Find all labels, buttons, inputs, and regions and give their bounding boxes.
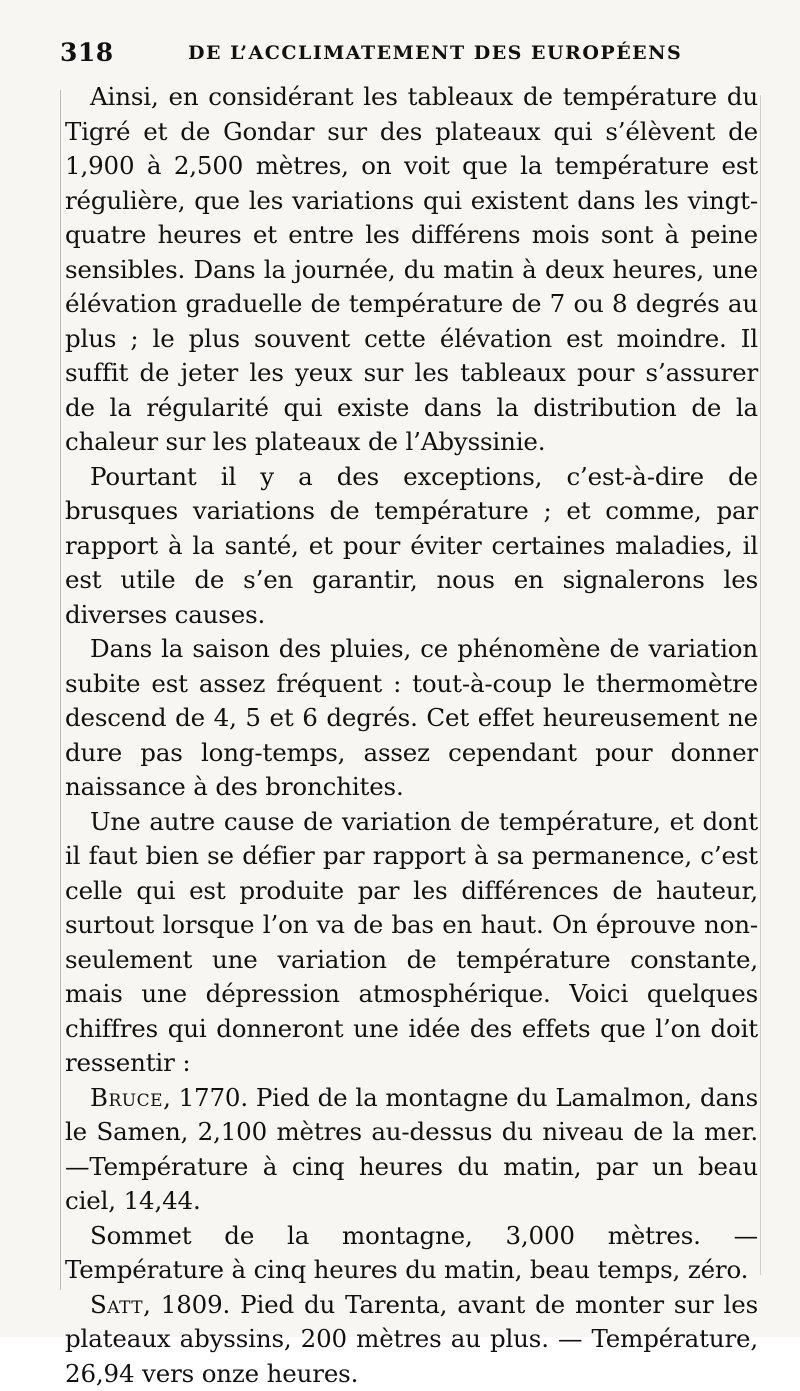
body-text (65, 80, 758, 1391)
entry-paragraph (65, 1288, 758, 1391)
entry-text: Sommet de la montagne, 3,000 mètres. — Température à cinq heures du matin, beau temps, zéro. (65, 1221, 758, 1285)
entry-paragraph (65, 1219, 758, 1288)
paragraph: Ainsi, en considérant les tableaux de température du Tigré et de Gondar sur des plateaux qui s’élèvent de 1,900 à 2,500 mètres, on voit que la température est régulière, que les variations qui existent dans les vingt-quatre heures et entre les différens mois sont à peine sensibles. Dans la journée, du matin à deux heures, une élévation graduelle de température de 7 ou 8 degrés au plus ; le plus souvent cette élévation est moindre. Il suffit de jeter les yeux sur les tableaux pour s’assurer de la régularité qui existe dans la distribution de la chaleur sur les plateaux de l’Abyssinie. (65, 80, 758, 460)
page-number: 318 (60, 38, 114, 67)
paragraph: Une autre cause de variation de température, et dont il faut bien se défier par rapport à sa permanence, c’est celle qui est produite par les différences de hauteur, surtout lorsque l’on va de bas en haut. On éprouve non-seulement une variation de température constante, mais une dépression atmosphérique. Voici quelques chiffres qui donneront une idée des effets que l’on doit ressentir : (65, 805, 758, 1081)
author-name: Bruce (90, 1083, 163, 1112)
entry-text: , 1809. Pied du Tarenta, avant de monter sur les plateaux abyssins, 200 mètres au plus. — Température, 26,94 vers onze heures. (65, 1290, 758, 1388)
page-edge-rule (60, 90, 61, 1290)
page-header (60, 38, 750, 70)
author-name: Satt (90, 1290, 143, 1319)
entry-paragraph (65, 1081, 758, 1219)
running-head: DE L’ACCLIMATEMENT DES EUROPÉENS (188, 42, 682, 64)
paragraph: Pourtant il y a des exceptions, c’est-à-dire de brusques variations de température ; et comme, par rapport à la santé, et pour éviter certaines maladies, il est utile de s’en garantir, nous en signalerons les diverses causes. (65, 460, 758, 633)
entry-text: , 1770. Pied de la montagne du Lamalmon, dans le Samen, 2,100 mètres au-dessus du niveau de la mer.—Température à cinq heures du matin, par un beau ciel, 14,44. (65, 1083, 758, 1216)
gutter-rule (760, 95, 761, 1275)
paragraph: Dans la saison des pluies, ce phénomène de variation subite est assez fréquent : tout-à-coup le thermomètre descend de 4, 5 et 6 degrés. Cet effet heureusement ne dure pas long-temps, assez cependant pour donner naissance à des bronchites. (65, 632, 758, 805)
